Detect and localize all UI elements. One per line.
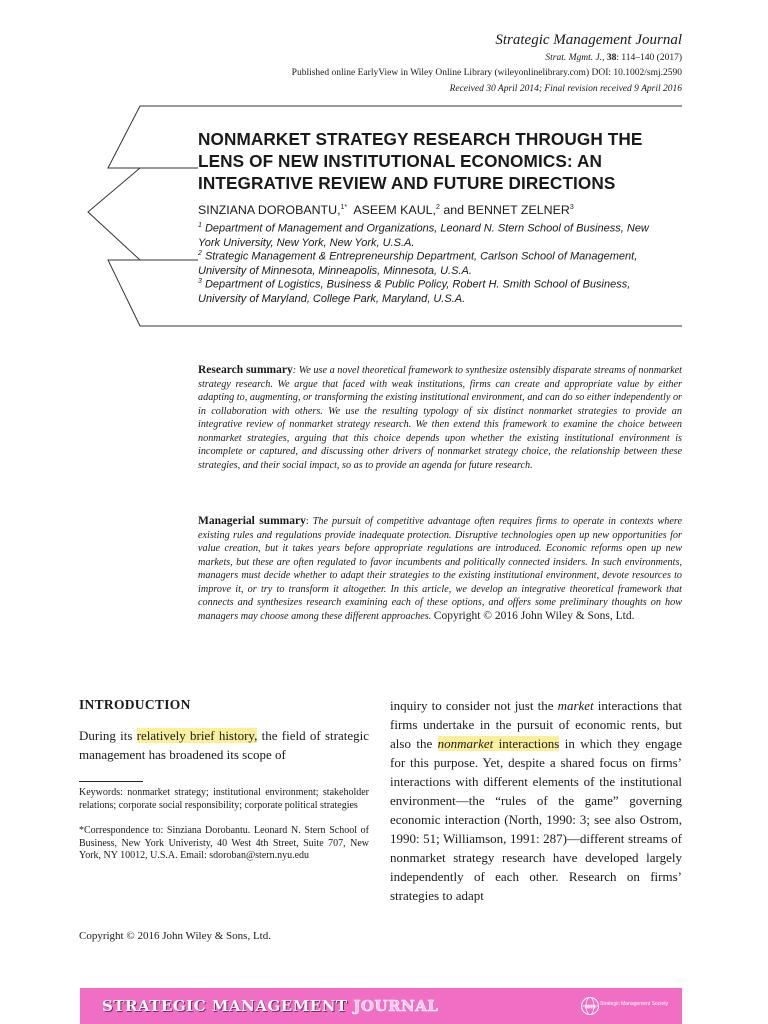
author-2: ASEEM KAUL, <box>353 203 436 217</box>
intro-right-text-3: in which they engage for this purpose. Yet, despite a shared focus on firms’ interactions with different elements of the institutional environment—the “rules of the game” governing economic interaction (North, 1990: 3; see also Ostrom, 1990: 51; Williamson, 1991: 287)—different streams of nonmarket strategy research have developed largely independently of each other. Research on firms’ strategies to adapt <box>390 736 683 903</box>
intro-left-text-2: the field of strategic management has broadened its scope of <box>79 728 369 762</box>
author-3: and BENNET ZELNER <box>443 203 570 217</box>
article-title <box>198 128 698 194</box>
citation: Strat. Mgmt. J., 38: 114–140 (2017) <box>545 53 682 63</box>
journal-footer-bar <box>80 988 682 1024</box>
affiliation-2-sup: 2 <box>198 250 202 257</box>
highlight-nonmarket-word: nonmarket <box>437 736 494 751</box>
citation-abbr: Strat. Mgmt. J. <box>545 53 603 63</box>
footer-brand <box>102 997 438 1015</box>
author-1: SINZIANA DOROBANTU, <box>198 203 341 217</box>
title-line-2: LENS OF NEW INSTITUTIONAL ECONOMICS: AN <box>198 151 602 171</box>
title-line-3: INTEGRATIVE REVIEW AND FUTURE DIRECTIONS <box>198 173 616 193</box>
affiliation-1-text: Department of Management and Organizations, Leonard N. Stern School of Business, New York University, New York, New York, U.S.A. <box>198 222 649 249</box>
affiliation-3 <box>198 275 658 306</box>
authors-line <box>198 203 574 217</box>
footnote-rule <box>79 781 143 782</box>
managerial-summary <box>198 515 682 623</box>
author-2-sup: 2 <box>435 203 440 211</box>
managerial-summary-text: The pursuit of competitive advantage often requires firms to operate in contexts where existing rules and regulations provide inadequate protection. Disruptive technologies open up new opportunities for value creation, but it takes years before appropriate regulations are introduced. Economic reforms open up new markets, but these are often regulated to favor incumbents and politically connected insiders. In such environments, managers must decide whether to adapt their strategies to the existing institutional environment, devote resources to improve it, or try to transform it altogether. In this article, we develop an integrative theoretical framework that connects and synthesizes research examining each of these options, and offers some preliminary thoughts on how managers may choose among these different approaches. <box>198 516 682 622</box>
research-summary-label: Research summary <box>198 364 293 376</box>
intro-right-text-1: inquiry to consider not just the <box>390 698 558 713</box>
citation-volume: 38 <box>606 53 617 63</box>
intro-left-text-1: During its <box>79 728 137 743</box>
intro-left-column <box>79 726 369 764</box>
received-dates: Received 30 April 2014; Final revision received 9 April 2016 <box>449 84 682 94</box>
managerial-summary-copyright: Copyright © 2016 John Wiley & Sons, Ltd. <box>433 609 635 622</box>
title-line-1: NONMARKET STRATEGY RESEARCH THROUGH THE <box>198 129 643 149</box>
sms-logo-text: SMS <box>584 1004 596 1011</box>
journal-name: Strategic Management Journal <box>495 32 682 48</box>
correspondence-footnote: *Correspondence to: Sinziana Dorobantu. Leonard N. Stern School of Business, New York Univeristy, 40 West 4th Street, Suite 707, New York, NY 10012, U.S.A. Email: sdoroban@stern.nyu.edu <box>79 825 369 861</box>
citation-pages: : 114–140 (2017) <box>616 53 682 63</box>
published-online: Published online EarlyView in Wiley Online Library (wileyonlinelibrary.com) DOI: 10.1002/smj.2590 <box>291 68 682 78</box>
introduction-heading: INTRODUCTION <box>79 697 191 712</box>
copyright-bottom: Copyright © 2016 John Wiley & Sons, Ltd. <box>79 930 271 942</box>
intro-right-column <box>390 696 682 905</box>
highlight-brief-history: relatively brief history, <box>136 728 258 743</box>
affiliation-3-sup: 3 <box>198 278 202 285</box>
affiliation-2 <box>198 247 658 278</box>
intro-right-market: market <box>557 698 594 713</box>
research-summary-text: : We use a novel theoretical framework to synthesize ostensibly disparate streams of nonmarket strategy research. We argue that faced with weak institutions, firms can create and appropriate value by either adapting to, augmenting, or transforming the existing institutional environment, and can do so either independently or in collaboration with others. We use the resulting typology of six distinct nonmarket strategies to provide an integrative review of nonmarket strategy research. We then extend this framework to examine the choice between nonmarket strategies, arguing that this choice depends upon whether the existing institutional environment is incomplete or captured, and discussing other drivers of nonmarket strategy choice, the relationship between these strategies, and their social impact, so as to provide an agenda for future research. <box>198 365 682 471</box>
author-1-sup: 1* <box>340 203 348 211</box>
affiliation-2-text: Strategic Management & Entrepreneurship Department, Carlson School of Management, University of Minnesota, Minneapolis, Minnesota, U.S.A. <box>198 250 638 277</box>
affiliation-3-text: Department of Logistics, Business & Public Policy, Robert H. Smith School of Business, University of Maryland, College Park, Maryland, U.S.A. <box>198 278 631 305</box>
research-summary <box>198 364 682 472</box>
keywords-footnote: Keywords: nonmarket strategy; institutional environment; stakeholder relations; corporate social responsibility; corporate political strategies <box>79 787 369 811</box>
author-3-sup: 3 <box>569 203 574 211</box>
highlight-nonmarket-interactions <box>438 736 560 751</box>
highlight-interactions-word: interactions <box>493 736 560 751</box>
managerial-summary-colon: : <box>305 516 313 527</box>
society-name: Strategic Management Society <box>600 1001 669 1007</box>
managerial-summary-label: Managerial summary <box>198 515 306 527</box>
intro-right-text-2: interactions that firms undertake in the pursuit of economic rents, but also the <box>390 698 683 751</box>
affiliation-1-sup: 1 <box>198 222 202 229</box>
sms-globe-icon <box>580 996 600 1016</box>
footer-brand-strategic: STRATEGIC MANAGEMENT <box>102 997 354 1015</box>
affiliation-1 <box>198 219 658 250</box>
footer-brand-journal: JOURNAL <box>353 997 439 1015</box>
